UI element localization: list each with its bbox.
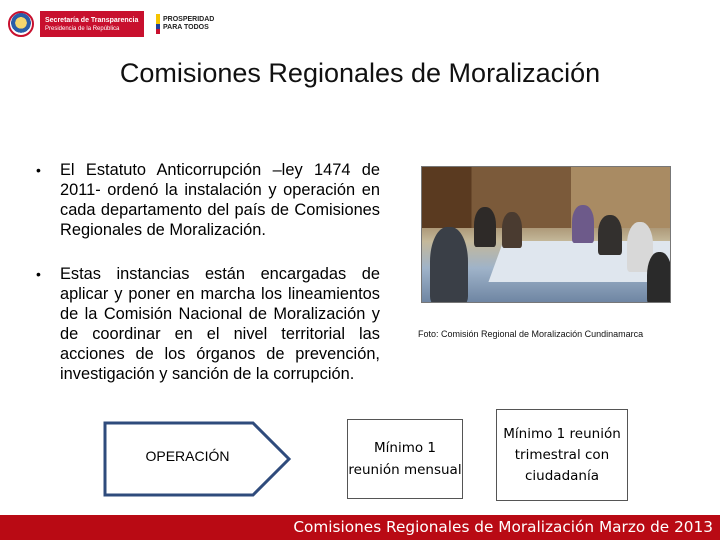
- flag-icon: [156, 14, 160, 34]
- meeting-photo: [421, 166, 671, 303]
- header-logos: [8, 8, 214, 40]
- ministry-subtitle: Presidencia de la República: [45, 25, 120, 32]
- monthly-meeting-box: Mínimo 1 reunión mensual: [347, 419, 463, 499]
- slide-title: Comisiones Regionales de Moralización: [119, 58, 601, 88]
- quarterly-meeting-box: Mínimo 1 reunión trimestral con ciudadanía: [496, 409, 628, 501]
- footer-bar: Comisiones Regionales de Moralización Marzo de 2013: [0, 515, 720, 540]
- bullet-list: [36, 160, 380, 408]
- ministry-logo: [40, 11, 144, 37]
- slogan-line-2: PARA TODOS: [163, 24, 209, 31]
- ministry-name: Secretaría de Transparencia: [45, 16, 139, 24]
- coat-of-arms-icon: [8, 11, 34, 37]
- bullet-item: • El Estatuto Anticorrupción –ley 1474 de 2011- ordenó la instalación y operación en cada departamento del país de Comisiones Regionales de Moralización.: [36, 160, 380, 240]
- slogan-line-1: PROSPERIDAD: [163, 16, 215, 23]
- operation-label: OPERACIÓN: [145, 448, 230, 464]
- prosperidad-logo: [156, 14, 214, 34]
- bullet-item: • Estas instancias están encargadas de aplicar y poner en marcha los lineamientos de la Comisión Nacional de Moralización y de coordinar en el nivel territorial las acciones de los órganos de prevención, investigación y sanción de la corrupción.: [36, 264, 380, 384]
- photo-caption: Foto: Comisión Regional de Moralización Cundinamarca: [418, 329, 644, 339]
